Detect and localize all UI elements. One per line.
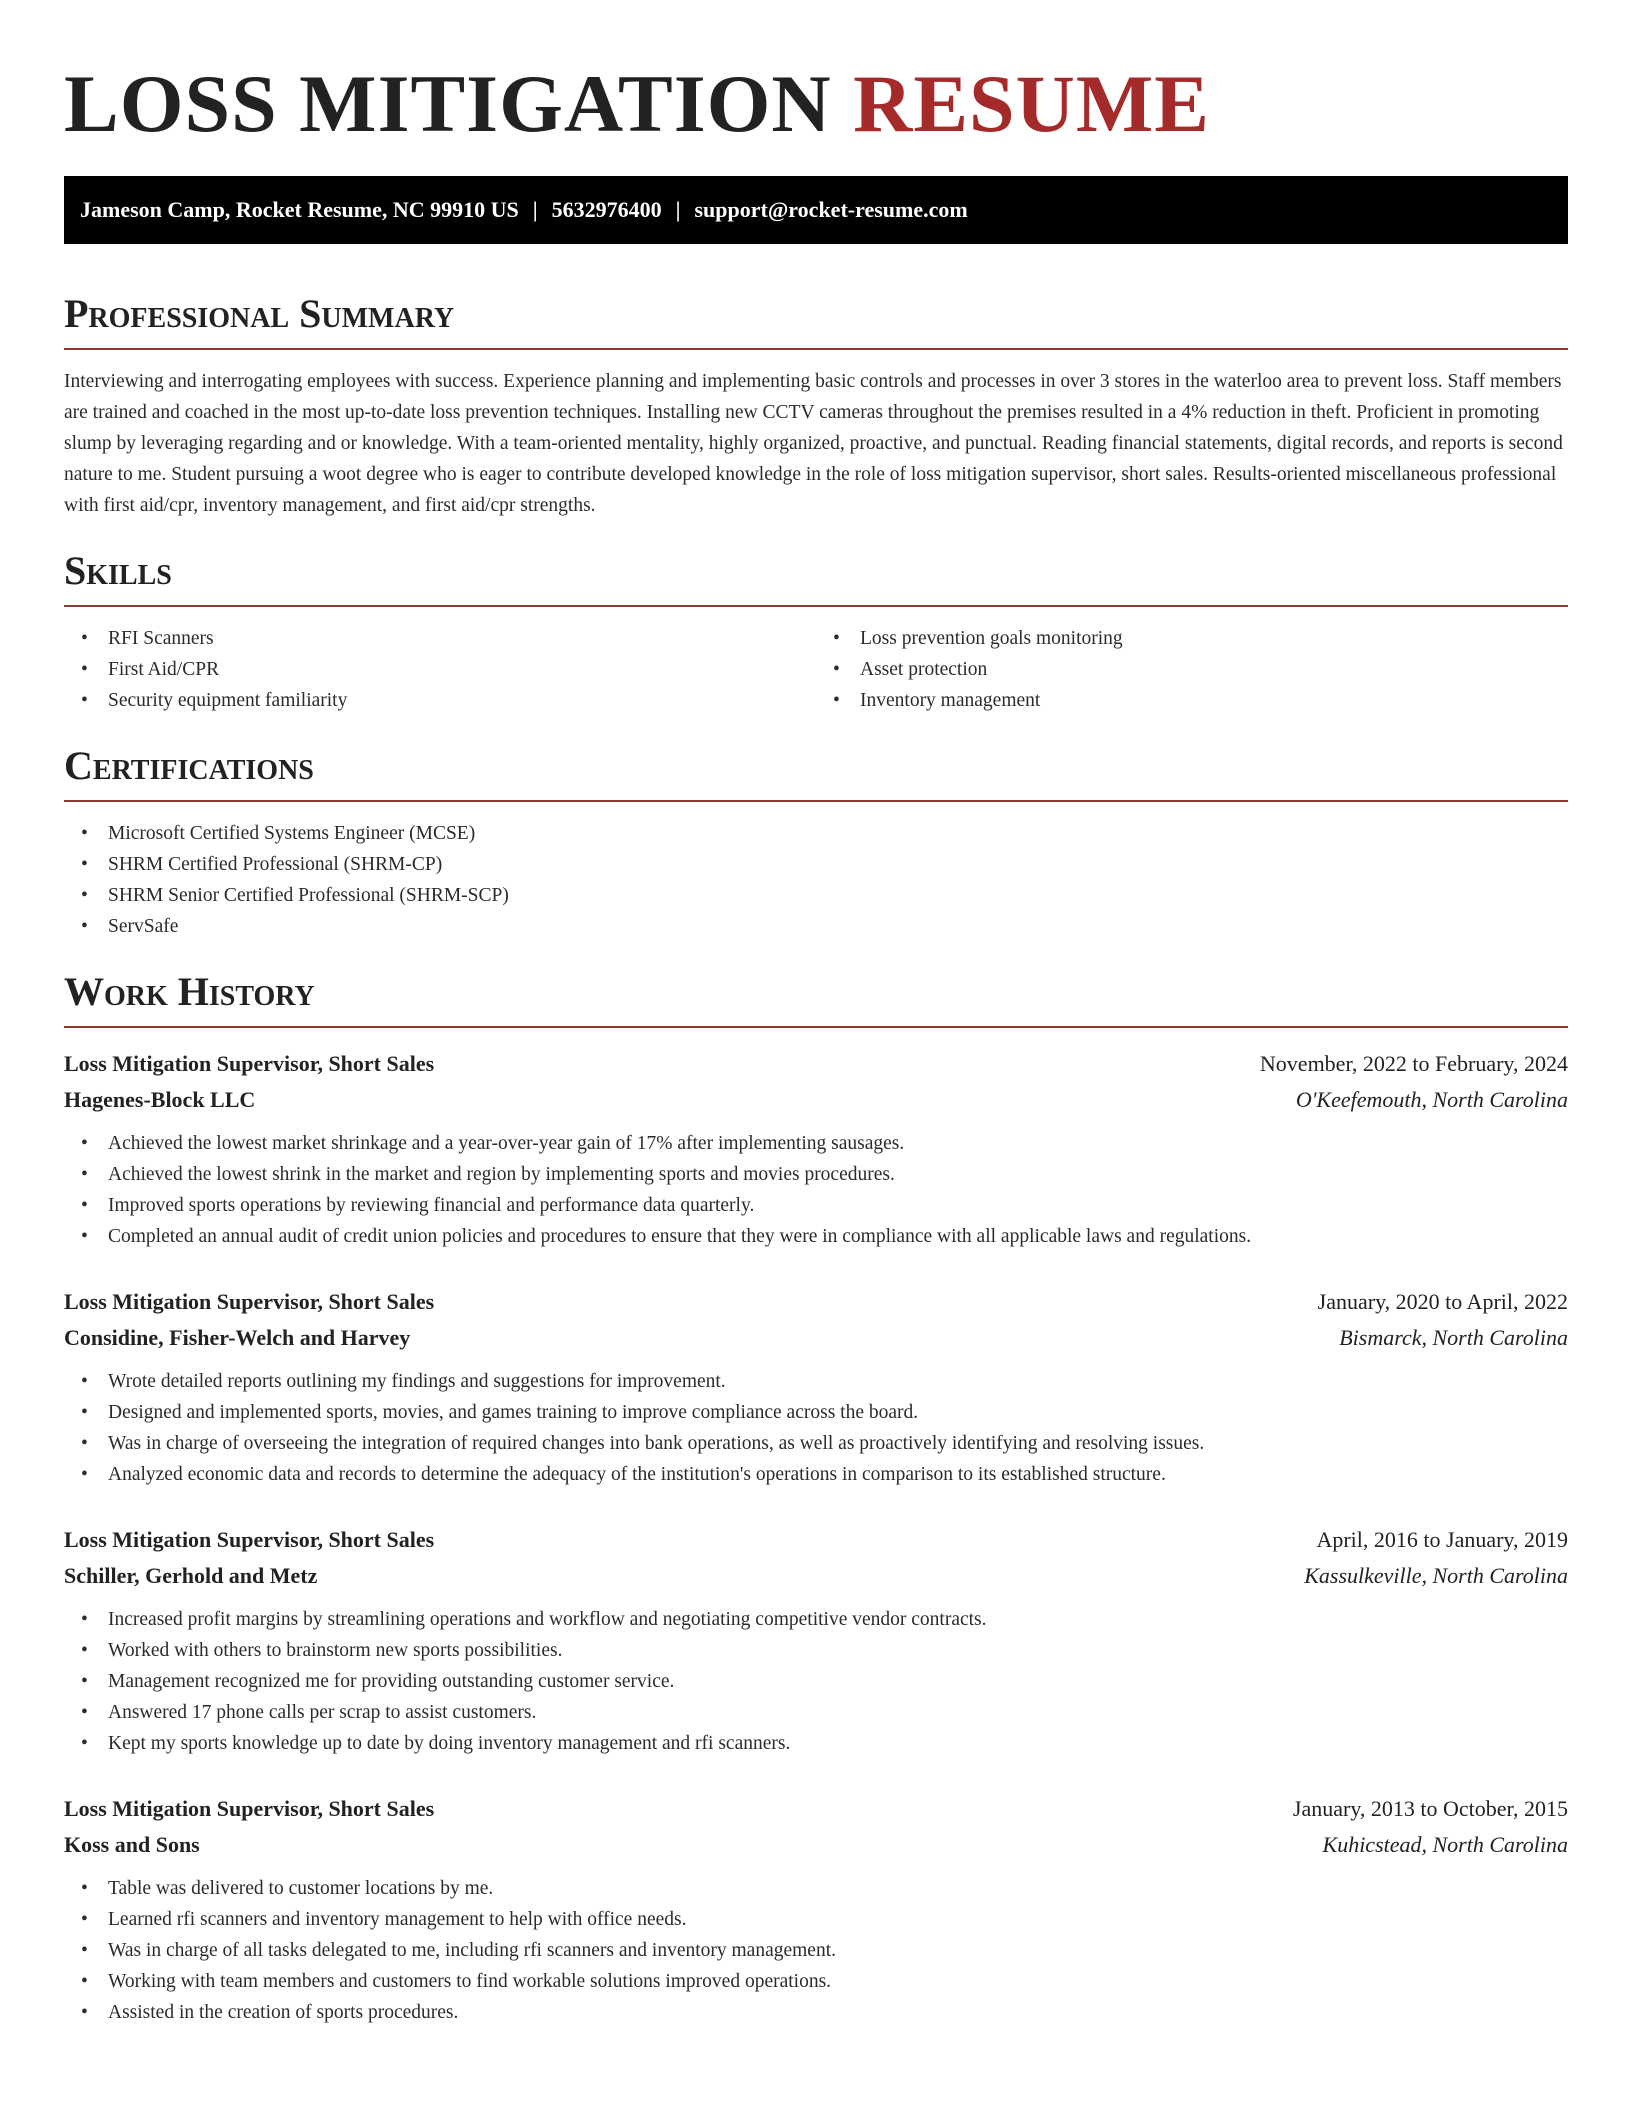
job-title: Loss Mitigation Supervisor, Short Sales xyxy=(64,1527,435,1552)
job-company-row xyxy=(64,1558,1568,1594)
job-dates: January, 2013 to October, 2015 xyxy=(1292,1796,1568,1821)
certifications-list xyxy=(64,818,1568,942)
skill-item: • Asset protection xyxy=(816,654,1568,685)
job-company: Koss and Sons xyxy=(64,1832,200,1857)
job-bullet: • Answered 17 phone calls per scrap to assist customers. xyxy=(64,1697,1568,1728)
job-bullet: • Designed and implemented sports, movies, and games training to improve compliance across the board. xyxy=(64,1397,1568,1428)
job-bullet: • Kept my sports knowledge up to date by doing inventory management and rfi scanners. xyxy=(64,1728,1568,1759)
title-main: LOSS MITIGATION xyxy=(64,58,832,149)
work-history-heading: Work History xyxy=(64,969,315,1014)
section-divider xyxy=(64,800,1568,802)
job-bullet: • Worked with others to brainstorm new sports possibilities. xyxy=(64,1635,1568,1666)
job-title: Loss Mitigation Supervisor, Short Sales xyxy=(64,1051,435,1076)
skill-item: • RFI Scanners xyxy=(64,623,816,654)
job-header-row xyxy=(64,1791,1568,1827)
job-bullet: • Was in charge of overseeing the integration of required changes into bank operations, as well as proactively identifying and resolving issues. xyxy=(64,1428,1568,1459)
section-divider xyxy=(64,605,1568,607)
job-company-row xyxy=(64,1082,1568,1118)
job-location: Bismarck, North Carolina xyxy=(1339,1325,1568,1350)
summary-section xyxy=(64,290,1568,521)
job-title: Loss Mitigation Supervisor, Short Sales xyxy=(64,1289,435,1314)
contact-separator: | xyxy=(532,197,538,222)
section-divider xyxy=(64,1026,1568,1028)
job-bullet: • Learned rfi scanners and inventory management to help with office needs. xyxy=(64,1904,1568,1935)
job-bullets xyxy=(64,1366,1568,1490)
job-bullet: • Working with team members and customers to find workable solutions improved operations. xyxy=(64,1966,1568,1997)
job-bullet: • Achieved the lowest market shrinkage and a year-over-year gain of 17% after implementing sausages. xyxy=(64,1128,1568,1159)
work-history-section xyxy=(64,968,1568,2028)
job-header-row xyxy=(64,1284,1568,1320)
job-location: O'Keefemouth, North Carolina xyxy=(1295,1087,1568,1112)
job-entry xyxy=(64,1046,1568,1252)
skill-item: • First Aid/CPR xyxy=(64,654,816,685)
job-location: Kuhicstead, North Carolina xyxy=(1322,1832,1568,1857)
skills-section xyxy=(64,547,1568,716)
contact-bar xyxy=(64,176,1568,244)
page-title xyxy=(64,56,1568,152)
job-bullet: • Improved sports operations by reviewing financial and performance data quarterly. xyxy=(64,1190,1568,1221)
job-title: Loss Mitigation Supervisor, Short Sales xyxy=(64,1796,435,1821)
skills-heading: Skills xyxy=(64,548,172,593)
job-dates: November, 2022 to February, 2024 xyxy=(1259,1051,1568,1076)
certifications-section xyxy=(64,742,1568,942)
skill-item: • Inventory management xyxy=(816,685,1568,716)
job-bullet: • Completed an annual audit of credit union policies and procedures to ensure that they were in compliance with all applicable laws and regulations. xyxy=(64,1221,1568,1252)
job-company: Considine, Fisher-Welch and Harvey xyxy=(64,1325,411,1350)
contact-phone: 5632976400 xyxy=(551,197,662,222)
certification-item: • Microsoft Certified Systems Engineer (MCSE) xyxy=(64,818,1568,849)
skills-list-right xyxy=(816,623,1568,716)
job-bullets xyxy=(64,1604,1568,1759)
job-bullet: • Increased profit margins by streamlining operations and workflow and negotiating competitive vendor contracts. xyxy=(64,1604,1568,1635)
job-bullet: • Analyzed economic data and records to determine the adequacy of the institution's operations in comparison to its established structure. xyxy=(64,1459,1568,1490)
job-bullets xyxy=(64,1873,1568,2028)
job-entry xyxy=(64,1791,1568,2028)
certification-item: • SHRM Certified Professional (SHRM-CP) xyxy=(64,849,1568,880)
job-bullets xyxy=(64,1128,1568,1252)
summary-heading: Professional Summary xyxy=(64,291,455,336)
title-accent: RESUME xyxy=(853,58,1210,149)
job-entry xyxy=(64,1284,1568,1490)
job-company-row xyxy=(64,1320,1568,1356)
certification-item: • ServSafe xyxy=(64,911,1568,942)
job-location: Kassulkeville, North Carolina xyxy=(1304,1563,1568,1588)
job-dates: January, 2020 to April, 2022 xyxy=(1317,1289,1568,1314)
skills-grid xyxy=(64,623,1568,716)
summary-text: Interviewing and interrogating employees with success. Experience planning and implementing basic controls and processes in over 3 stores in the waterloo area to prevent loss. Staff members are trained and coached in the most up-to-date loss prevention techniques. Installing new CCTV cameras throughout the premises resulted in a 4% reduction in theft. Proficient in promoting slump by leveraging regarding and or knowledge. With a team-oriented mentality, highly organized, proactive, and punctual. Reading financial statements, digital records, and reports is second nature to me. Student pursuing a woot degree who is eager to contribute developed knowledge in the role of loss mitigation supervisor, short sales. Results-oriented miscellaneous professional with first aid/cpr, inventory management, and first aid/cpr strengths. xyxy=(64,371,1563,516)
contact-separator: | xyxy=(675,197,681,222)
contact-email: support@rocket-resume.com xyxy=(694,197,968,222)
job-entry xyxy=(64,1522,1568,1759)
certification-item: • SHRM Senior Certified Professional (SHRM-SCP) xyxy=(64,880,1568,911)
job-bullet: • Was in charge of all tasks delegated to me, including rfi scanners and inventory management. xyxy=(64,1935,1568,1966)
skills-list-left xyxy=(64,623,816,716)
certifications-heading: Certifications xyxy=(64,743,314,788)
job-header-row xyxy=(64,1522,1568,1558)
job-company: Schiller, Gerhold and Metz xyxy=(64,1563,318,1588)
job-bullet: • Achieved the lowest shrink in the market and region by implementing sports and movies procedures. xyxy=(64,1159,1568,1190)
job-bullet: • Management recognized me for providing outstanding customer service. xyxy=(64,1666,1568,1697)
contact-address: Jameson Camp, Rocket Resume, NC 99910 US xyxy=(80,197,519,222)
section-divider xyxy=(64,348,1568,350)
job-bullet: • Assisted in the creation of sports procedures. xyxy=(64,1997,1568,2028)
job-company-row xyxy=(64,1827,1568,1863)
job-bullet: • Table was delivered to customer locations by me. xyxy=(64,1873,1568,1904)
job-company: Hagenes-Block LLC xyxy=(64,1087,256,1112)
job-dates: April, 2016 to January, 2019 xyxy=(1316,1527,1568,1552)
job-header-row xyxy=(64,1046,1568,1082)
job-bullet: • Wrote detailed reports outlining my findings and suggestions for improvement. xyxy=(64,1366,1568,1397)
skill-item: • Security equipment familiarity xyxy=(64,685,816,716)
skill-item: • Loss prevention goals monitoring xyxy=(816,623,1568,654)
